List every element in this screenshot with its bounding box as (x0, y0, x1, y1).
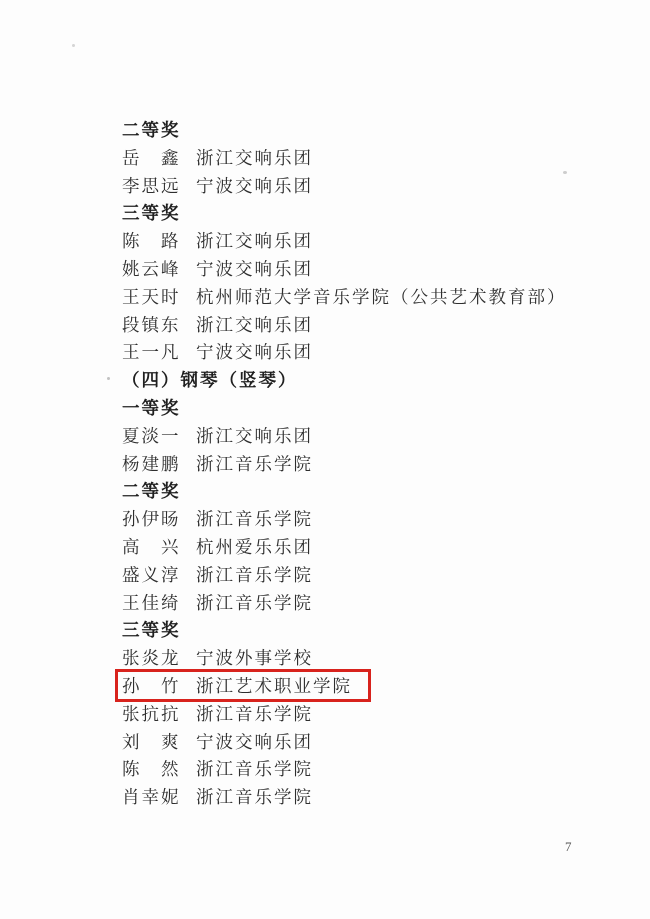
winner-name: 杨建鹏 (122, 453, 181, 474)
page-number: 7 (565, 839, 572, 854)
scan-speck (72, 44, 75, 47)
award-entry (122, 173, 567, 201)
award-entry (122, 284, 567, 312)
section-heading (122, 617, 567, 645)
winner-name: 王一凡 (122, 342, 181, 363)
winner-name: 高 兴 (122, 536, 181, 557)
award-entry (122, 590, 567, 618)
section-heading (122, 117, 567, 145)
winner-name: 孙伊旸 (122, 509, 181, 530)
award-list (122, 117, 567, 812)
winner-organization: 浙江交响乐团 (196, 231, 313, 252)
award-entry (122, 312, 567, 340)
heading-text: 二等奖 (122, 481, 181, 502)
section-heading (122, 478, 567, 506)
winner-name: 岳 鑫 (122, 147, 181, 168)
winner-organization: 浙江交响乐团 (196, 314, 313, 335)
winner-organization: 浙江音乐学院 (196, 509, 313, 530)
winner-name: 王佳绮 (122, 592, 181, 613)
winner-organization: 浙江交响乐团 (196, 147, 313, 168)
section-heading (122, 395, 567, 423)
winner-name: 盛义淳 (122, 564, 181, 585)
winner-organization: 浙江音乐学院 (196, 787, 313, 808)
heading-text: 三等奖 (122, 620, 181, 641)
award-entry (122, 729, 567, 757)
heading-text: 二等奖 (122, 120, 181, 140)
scan-speck (107, 377, 110, 380)
winner-name: 孙 竹 (122, 675, 181, 696)
winner-organization: 杭州爱乐乐团 (196, 536, 313, 557)
winner-organization: 宁波交响乐团 (196, 175, 313, 196)
award-entry (122, 256, 567, 284)
award-entry (122, 756, 567, 784)
heading-text: （四）钢琴（竖琴） (122, 370, 298, 391)
winner-organization: 浙江音乐学院 (196, 703, 313, 724)
winner-name: 肖幸妮 (122, 787, 181, 808)
heading-text: 一等奖 (122, 397, 181, 418)
award-entry (122, 534, 567, 562)
award-entry (122, 339, 567, 367)
winner-name: 李思远 (122, 175, 181, 196)
award-entry (122, 673, 567, 701)
winner-name: 王天时 (122, 286, 181, 307)
winner-organization: 浙江艺术职业学院 (196, 675, 352, 696)
winner-organization: 宁波外事学校 (196, 648, 313, 669)
winner-name: 陈 然 (122, 759, 181, 780)
winner-name: 张抗抗 (122, 703, 181, 724)
winner-organization: 浙江交响乐团 (196, 425, 313, 446)
winner-name: 刘 爽 (122, 731, 181, 752)
award-entry (122, 228, 567, 256)
winner-organization: 浙江音乐学院 (196, 453, 313, 474)
winner-organization: 浙江音乐学院 (196, 592, 313, 613)
award-entry (122, 423, 567, 451)
winner-name: 夏淡一 (122, 425, 181, 446)
award-entry (122, 145, 567, 173)
winner-organization: 杭州师范大学音乐学院（公共艺术教育部） (196, 286, 567, 307)
winner-organization: 浙江音乐学院 (196, 564, 313, 585)
award-entry (122, 784, 567, 812)
award-entry (122, 562, 567, 590)
winner-name: 陈 路 (122, 231, 181, 252)
section-heading (122, 367, 567, 395)
scan-speck (563, 171, 567, 174)
winner-organization: 宁波交响乐团 (196, 342, 313, 363)
winner-name: 张炎龙 (122, 648, 181, 669)
award-entry (122, 451, 567, 479)
winner-name: 姚云峰 (122, 258, 181, 279)
award-entry (122, 645, 567, 673)
winner-name: 段镇东 (122, 314, 181, 335)
heading-text: 三等奖 (122, 203, 181, 224)
award-entry (122, 701, 567, 729)
award-entry (122, 506, 567, 534)
winner-organization: 宁波交响乐团 (196, 258, 313, 279)
winner-organization: 浙江音乐学院 (196, 759, 313, 780)
winner-organization: 宁波交响乐团 (196, 731, 313, 752)
section-heading (122, 200, 567, 228)
